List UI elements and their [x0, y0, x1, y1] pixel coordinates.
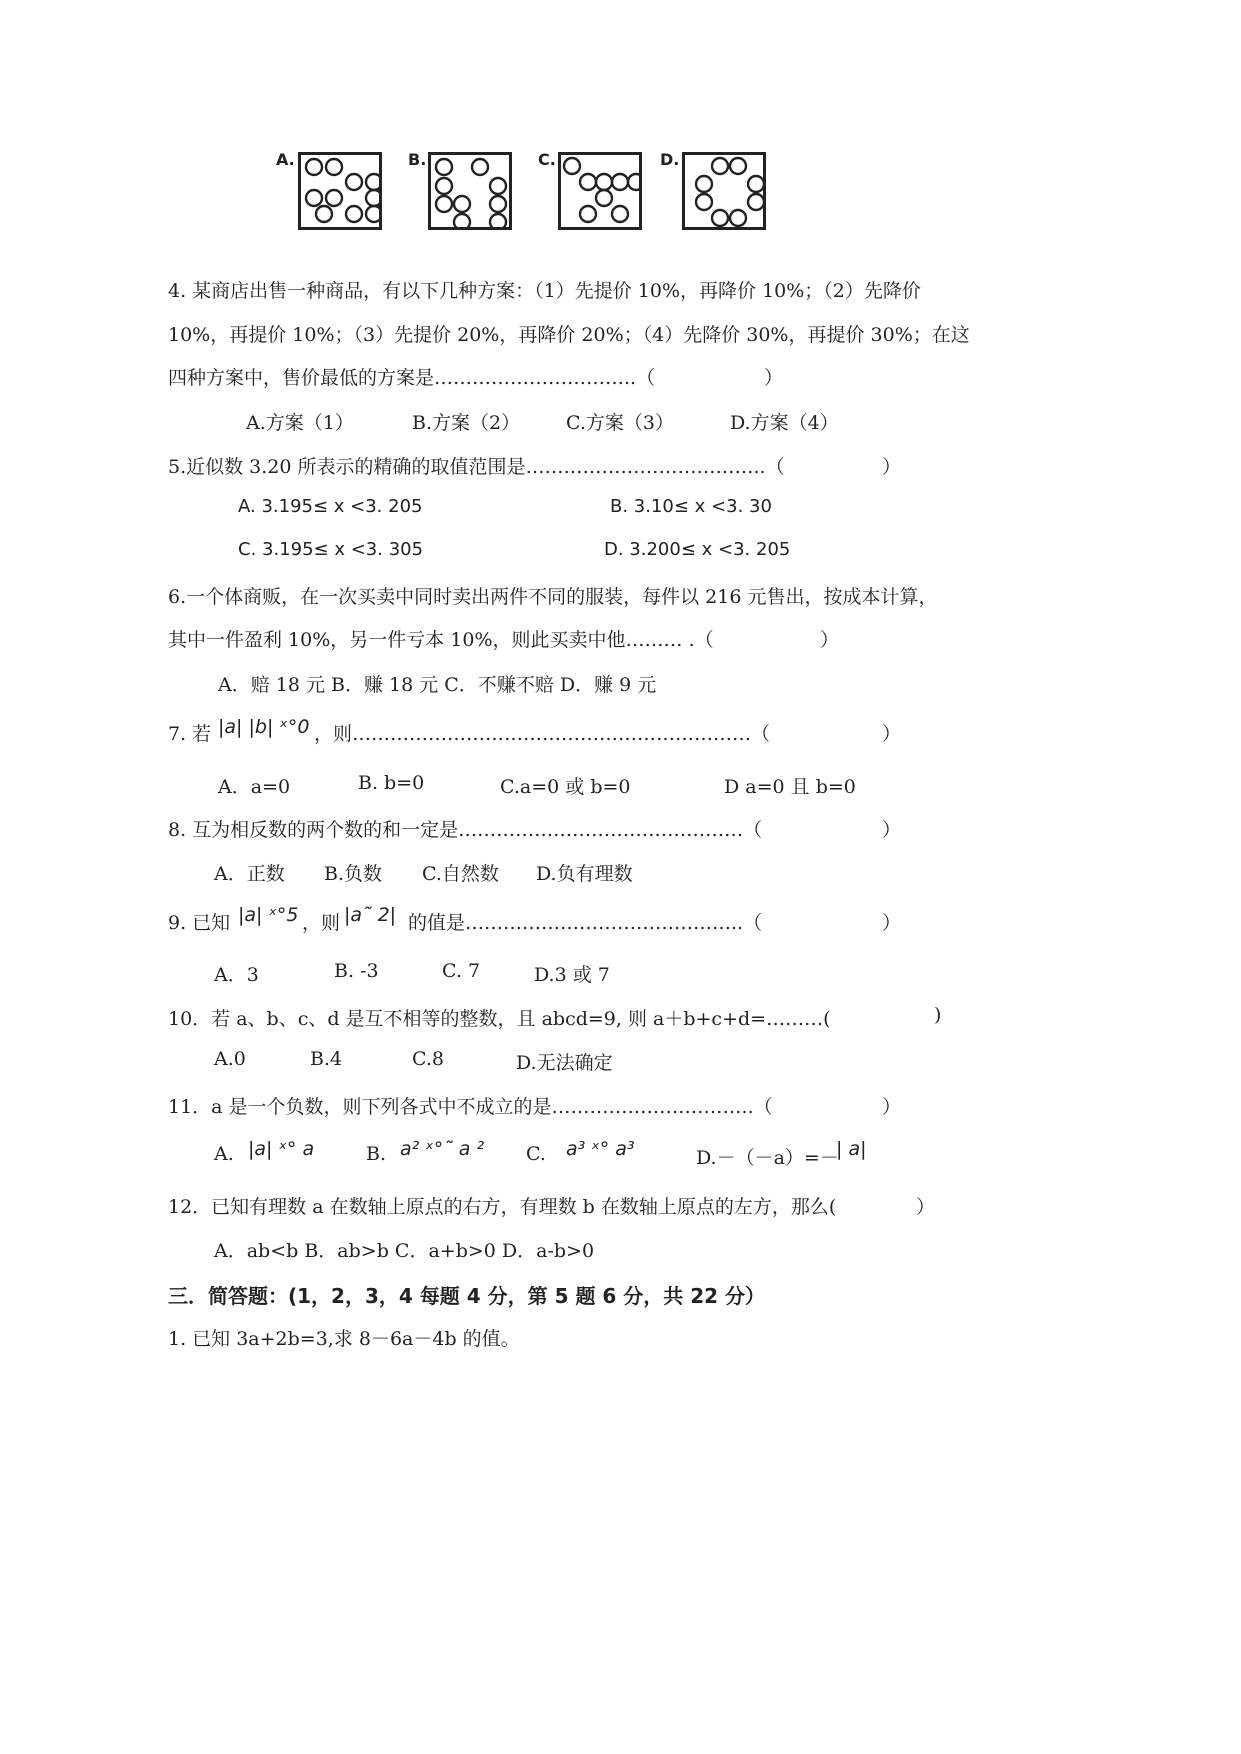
q10-option-b: B.4 [310, 1048, 343, 1070]
q5-option-b: B. 3.10≤ x <3. 30 [610, 496, 772, 517]
q11-option-a-expression: |a| ˣ° a [248, 1138, 315, 1160]
figure-circle [696, 176, 712, 192]
q11-option-a-label: A. [214, 1143, 234, 1165]
q9-expression-1: |a| ˣ°5 [238, 904, 299, 926]
q8-option-a: A．正数 [214, 863, 285, 885]
q5-line1: 5.近似数 3.20 所表示的精确的取值范围是………………………………..（ [168, 456, 785, 478]
figure-label-a: A. [276, 150, 295, 169]
figure-c [558, 152, 642, 230]
section-3-heading: 三．简答题：(1，2，3，4 每题 4 分，第 5 题 6 分，共 22 分） [168, 1284, 766, 1308]
q6-options: A．赔 18 元 B．赚 18 元 C．不赚不赔 D．赚 9 元 [218, 674, 657, 696]
q11-option-d-expression: | a| [836, 1138, 867, 1160]
figure-circle [596, 174, 612, 190]
figure-circle [306, 159, 322, 175]
q4-line2: 10%，再提价 10%；（3）先提价 20%，再降价 20%；（4）先降价 30%，再提价 30%；在这 [168, 324, 970, 346]
figure-circle [748, 176, 764, 192]
figure-circle [436, 159, 452, 175]
q10-option-c: C.8 [412, 1048, 444, 1070]
figure-circle [306, 190, 322, 206]
q6-line1: 6.一个体商贩，在一次买卖中同时卖出两件不同的服装，每件以 216 元售出，按成本计算， [168, 586, 938, 608]
figure-circle [748, 194, 764, 210]
q7-option-b: B. b=0 [358, 772, 425, 794]
q7-option-a: A．a=0 [218, 776, 291, 798]
figure-circle [612, 174, 628, 190]
q7-expression: |a| |b| ˣ°0 [218, 716, 310, 738]
q9-answer-close: ） [882, 912, 902, 934]
q11-option-c-expression: a³ ˣ° a³ [566, 1138, 635, 1160]
q11-option-d-label: D.－（－a）=－ [696, 1147, 839, 1169]
q9-option-a: A．3 [214, 964, 259, 986]
figure-circle [612, 206, 628, 222]
q10-option-a: A.0 [214, 1048, 246, 1070]
figure-circle [712, 158, 728, 174]
figure-circle [730, 158, 746, 174]
q9-mid: ，则 [302, 912, 341, 934]
figure-circle [580, 206, 596, 222]
figure-d [682, 152, 766, 230]
q10-answer-close: ) [934, 1004, 942, 1026]
q6-line2: 其中一件盈利 10%，另一件亏本 10%，则此买卖中他……… .（ [168, 629, 714, 651]
figure-circle [436, 178, 452, 194]
figure-circle [326, 190, 342, 206]
q9-option-b: B. -3 [334, 960, 379, 982]
q4-option-c: C.方案（3） [566, 412, 674, 434]
figure-circle [490, 178, 506, 194]
q5-option-a: A. 3.195≤ x <3. 205 [238, 496, 423, 517]
q9-option-d: D.3 或 7 [534, 964, 610, 986]
q12-answer-close: ） [916, 1196, 936, 1218]
q10-line1: 10．若 a、b、c、d 是互不相等的整数，且 abcd=9, 则 a＋b+c+d=………( [168, 1008, 831, 1030]
q11-answer-close: ） [882, 1096, 902, 1118]
figure-circle [454, 196, 470, 212]
q9-suffix: 的值是……………………………………..（ [408, 912, 763, 934]
q4-option-b: B.方案（2） [412, 412, 521, 434]
figure-label-c: C. [538, 150, 556, 169]
figure-circle [596, 190, 612, 206]
q11-option-c-label: C. [526, 1143, 546, 1165]
figure-d-circles [696, 158, 764, 226]
q11-line1: 11．a 是一个负数，则下列各式中不成立的是…………………………..（ [168, 1096, 773, 1118]
q5-answer-close: ） [882, 456, 902, 478]
figure-a-circles [306, 159, 382, 222]
figure-circle [436, 196, 452, 212]
q10-option-d: D.无法确定 [516, 1052, 613, 1074]
figure-circle [316, 206, 332, 222]
figure-circle [696, 194, 712, 210]
figure-circle [326, 159, 342, 175]
q12-options: A．ab<b B．ab>b C．a+b>0 D．a-b>0 [214, 1240, 595, 1262]
q12-line1: 12．已知有理数 a 在数轴上原点的右方，有理数 b 在数轴上原点的左方，那么( [168, 1196, 837, 1218]
q7-option-c: C.a=0 或 b=0 [500, 776, 631, 798]
figure-label-d: D. [660, 150, 680, 169]
q4-line1: 4. 某商店出售一种商品，有以下几种方案：（1）先提价 10%，再降价 10%；（2）先降价 [168, 280, 921, 302]
q7-suffix: ，则………………………………………………………（ [314, 723, 771, 745]
q9-option-c: C. 7 [442, 960, 481, 982]
figure-b-circles [436, 159, 506, 230]
q8-answer-close: ） [882, 819, 902, 841]
q4-answer-close: ） [764, 367, 784, 389]
figure-c-circles [564, 158, 642, 222]
q6-answer-close: ） [820, 629, 840, 651]
q11-option-b-expression: a² ˣ°˜ a ² [400, 1138, 485, 1160]
q5-option-d: D. 3.200≤ x <3. 205 [604, 539, 791, 560]
figure-circle [346, 206, 362, 222]
q8-line1: 8. 互为相反数的两个数的和一定是………………………………………（ [168, 819, 763, 841]
q7-answer-close: ） [882, 723, 902, 745]
q9-expression-2: |a˜ 2| [344, 904, 397, 926]
q8-option-d: D.负有理数 [536, 863, 633, 885]
section-3-question-1: 1. 已知 3a+2b=3,求 8－6a－4b 的值。 [168, 1328, 520, 1350]
q5-option-c: C. 3.195≤ x <3. 305 [238, 539, 424, 560]
q4-line3: 四种方案中，售价最低的方案是…………………………..（ [168, 367, 656, 389]
figure-circle [730, 210, 746, 226]
q11-option-b-label: B. [366, 1143, 387, 1165]
figure-circle [472, 159, 488, 175]
figure-circle [580, 174, 596, 190]
q4-option-a: A.方案（1） [246, 412, 354, 434]
q7-option-d: D a=0 且 b=0 [724, 776, 856, 798]
q8-option-c: C.自然数 [422, 863, 499, 885]
q7-prefix: 7. 若 [168, 723, 212, 745]
figure-circle [346, 174, 362, 190]
figure-circle [712, 210, 728, 226]
q8-option-b: B.负数 [324, 863, 383, 885]
figure-circle [564, 158, 580, 174]
figure-b [428, 152, 512, 230]
figure-circle [490, 196, 506, 212]
q4-option-d: D.方案（4） [730, 412, 839, 434]
figure-label-b: B. [408, 150, 427, 169]
figure-a [298, 152, 382, 230]
q9-prefix: 9. 已知 [168, 912, 231, 934]
